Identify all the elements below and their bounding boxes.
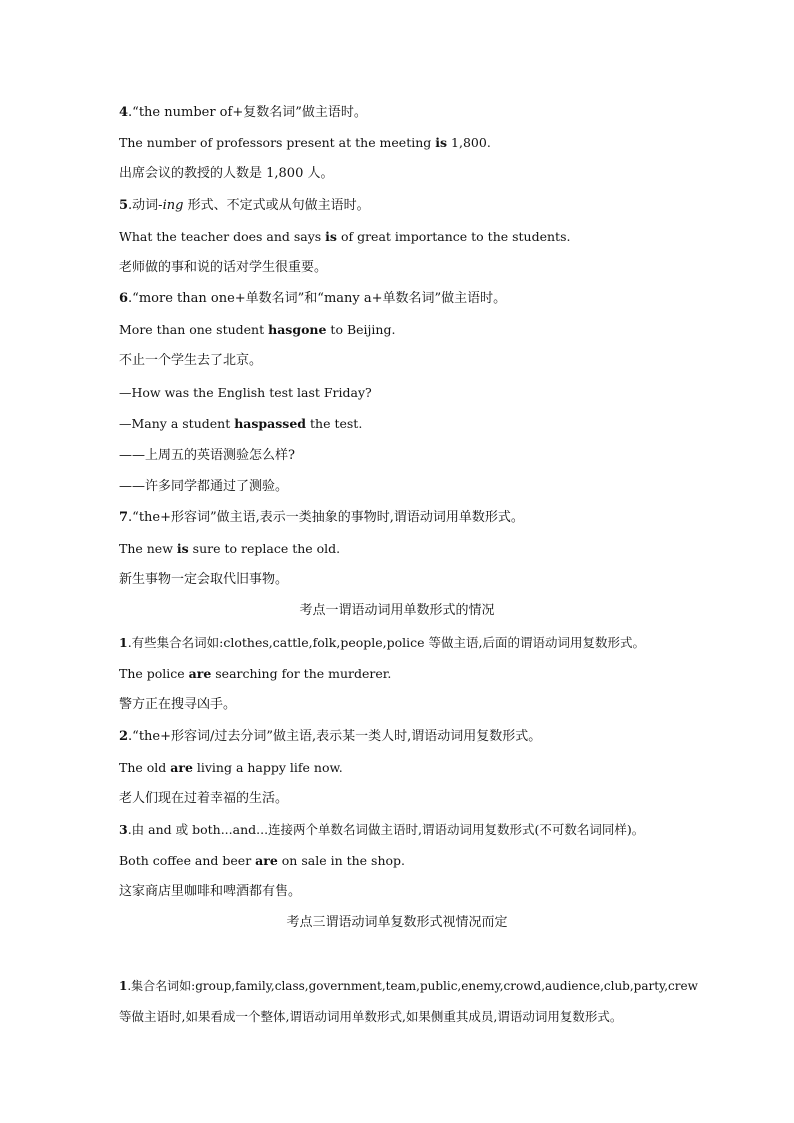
verb-highlight: is (176, 541, 189, 556)
item-number: 5 (119, 198, 129, 213)
rule-4: 4.“the number of+复数名词”做主语时。 (119, 105, 367, 120)
example-sentence: The old are living a happy life now. (119, 760, 343, 775)
rule-7: 7.“the+形容词”做主语,表示一类抽象的事物时,谓语动词用单数形式。 (119, 510, 524, 525)
item-number: 2 (119, 729, 129, 744)
item-number: 4 (119, 105, 129, 120)
verb-highlight: haspassed (234, 416, 307, 431)
dialogue-line: —Many a student haspassed the test. (119, 416, 363, 431)
rule-1: 1.集合名词如:group,family,class,government,team,public,enemy,crowd,audience,club,party,crew (119, 979, 698, 993)
item-number: 3 (119, 822, 128, 837)
example-sentence: Both coffee and beer are on sale in the shop. (119, 853, 406, 868)
dialogue-translation: ——许多同学都通过了测验。 (119, 479, 289, 494)
translation: 这家商店里咖啡和啤酒都有售。 (119, 884, 302, 899)
rule-1: 1.有些集合名词如:clothes,cattle,folk,people,police 等做主语,后面的谓语动词用复数形式。 (119, 635, 646, 650)
section-heading: 考点三谓语动词单复数形式视情况而定 (286, 915, 508, 930)
translation: 警方正在搜寻凶手。 (119, 697, 237, 712)
verb-highlight: hasgone (268, 322, 327, 337)
verb-highlight: are (170, 760, 193, 775)
item-number: 7 (119, 510, 129, 525)
verb-highlight: are (255, 853, 278, 868)
rule-1-continuation: 等做主语时,如果看成一个整体,谓语动词用单数形式,如果侧重其成员,谓语动词用复数形式。 (119, 1009, 623, 1024)
item-number: 6 (119, 291, 129, 306)
translation: 出席会议的教授的人数是 1,800 人。 (119, 166, 334, 181)
dialogue-line: —How was the English test last Friday? (119, 385, 372, 400)
example-sentence: The new is sure to replace the old. (119, 541, 341, 556)
section-heading: 考点一谓语动词用单数形式的情况 (299, 603, 495, 618)
rule-3: 3.由 and 或 both...and...连接两个单数名词做主语时,谓语动词用复数形式(不可数名词同样)。 (119, 822, 645, 837)
dialogue-translation: ——上周五的英语测验怎么样? (119, 448, 295, 463)
translation: 老师做的事和说的话对学生很重要。 (119, 260, 328, 275)
example-sentence: What the teacher does and says is of great importance to the students. (119, 229, 571, 244)
translation: 新生事物一定会取代旧事物。 (119, 572, 289, 587)
translation: 不止一个学生去了北京。 (119, 353, 263, 368)
verb-highlight: is (435, 135, 448, 150)
item-number: 1 (119, 635, 128, 650)
example-sentence: The number of professors present at the meeting is 1,800. (119, 135, 491, 150)
example-sentence: More than one student hasgone to Beijing. (119, 322, 396, 337)
example-sentence: The police are searching for the murderer. (119, 666, 392, 681)
translation: 老人们现在过着幸福的生活。 (119, 791, 289, 806)
rule-6: 6.“more than one+单数名词”和“many a+单数名词”做主语时。 (119, 291, 507, 306)
item-number: 1 (119, 979, 128, 993)
rule-2: 2.“the+形容词/过去分词”做主语,表示某一类人时,谓语动词用复数形式。 (119, 729, 542, 744)
rule-5: 5.动词-ing 形式、不定式或从句做主语时。 (119, 198, 370, 213)
verb-highlight: are (188, 666, 212, 681)
verb-highlight: is (325, 229, 337, 244)
